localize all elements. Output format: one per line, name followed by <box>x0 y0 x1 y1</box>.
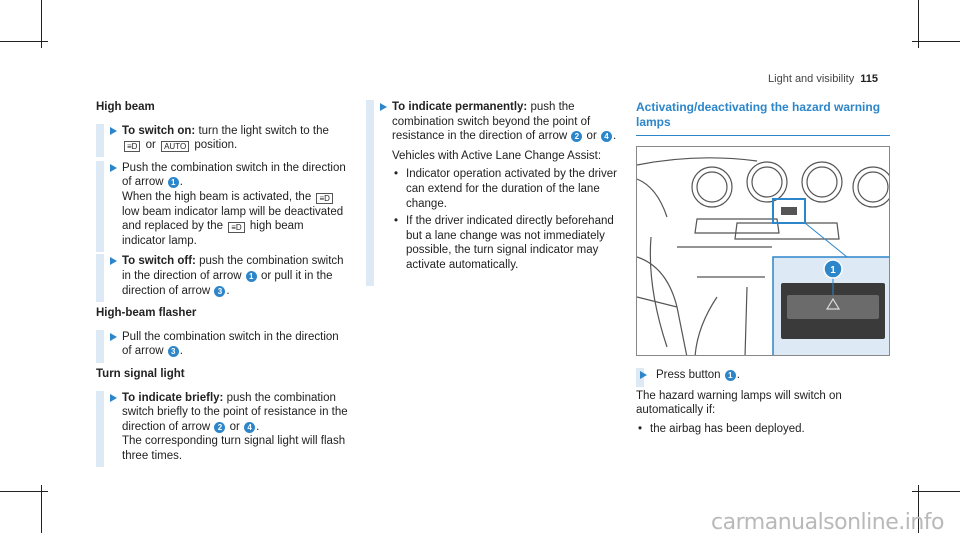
list-item: • If the driver indicated directly beforehand but a lane change was not immediately possible, the turn signal indicator may activate automatically. <box>406 214 622 272</box>
high-beam-icon: ≡D <box>228 222 244 233</box>
step-label: To switch off: <box>122 255 196 268</box>
lane-assist-text: Vehicles with Active Lane Change Assist: <box>392 149 602 162</box>
step-label: To indicate briefly: <box>122 391 224 404</box>
hazard-heading: Activating/deactivating the hazard warning lamps <box>636 100 890 136</box>
crop-mark <box>912 491 960 492</box>
crop-mark <box>41 485 42 533</box>
auto-icon: AUTO <box>161 141 189 152</box>
column-right <box>636 100 890 439</box>
watermark: carmanualsonline.info <box>711 510 944 533</box>
callout-number: 1 <box>246 271 257 282</box>
page-header <box>768 72 878 87</box>
low-beam-icon: ≡D <box>124 141 140 152</box>
hazard-conditions-list <box>636 422 890 437</box>
callout-number: 4 <box>601 131 612 142</box>
low-beam-icon: ≡D <box>316 193 332 204</box>
column-middle <box>366 100 622 288</box>
step-text: The corresponding turn signal light will flash three times. <box>122 435 346 462</box>
step-text: push the combination switch beyond the point of resistance in the direction of arrow <box>392 101 591 143</box>
dashboard-illustration <box>636 146 890 356</box>
step-text: low beam indicator lamp will be deactivated and replaced by the <box>122 205 344 233</box>
dashboard-drawing <box>637 147 890 356</box>
step-arrow-icon <box>110 164 117 172</box>
step-label: To indicate permanently: <box>392 101 528 113</box>
list-item: • the airbag has been deployed. <box>650 422 890 437</box>
crop-mark <box>0 41 48 42</box>
step-text: Press button <box>656 369 721 381</box>
step-switch-off: To switch off: push the combination switch in the direction of arrow 1 or pull it in the direction of arrow 3 . <box>96 254 350 298</box>
flasher-heading: High-beam flasher <box>96 307 197 320</box>
callout-number: 1 <box>830 265 836 276</box>
step-arrow-icon <box>110 127 117 135</box>
step-arrow-icon <box>110 333 117 341</box>
section-title: Light and visibility <box>768 73 855 85</box>
callout-number: 3 <box>168 346 179 357</box>
crop-mark <box>912 41 960 42</box>
callout-number: 4 <box>244 422 255 433</box>
list-item: • Indicator operation activated by the driver can extend for the duration of the lane change. <box>406 167 622 211</box>
step-arrow-icon <box>640 371 647 379</box>
turn-signal-heading: Turn signal light <box>96 367 185 380</box>
step-text: When the high beam is activated, the <box>122 190 312 203</box>
step-text: or <box>586 130 597 143</box>
step-text: position. <box>194 139 238 152</box>
callout-number: 2 <box>214 422 225 433</box>
step-push-high-beam: Push the combination switch in the direction of arrow 1 . When the high beam is activated, the ≡D low beam indicator lamp will be deactivated and replaced by the ≡D high beam indicator lamp. <box>96 161 350 249</box>
step-text: or <box>145 139 156 152</box>
high-beam-heading: High beam <box>96 101 155 113</box>
step-text: turn the light switch to the <box>195 124 329 137</box>
step-text: or pull it in the direction of arrow <box>122 269 333 297</box>
page-number: 115 <box>860 73 878 85</box>
step-text: push the combination switch briefly to the point of resistance in the direction of arrow <box>122 391 348 433</box>
column-left <box>96 100 350 469</box>
step-text: Push the combination switch in the direction of arrow <box>122 161 346 189</box>
callout-number: 3 <box>214 286 225 297</box>
step-press-button: Press button 1 . <box>636 368 890 383</box>
step-arrow-icon <box>110 394 117 402</box>
step-indicate-briefly: To indicate briefly: push the combination switch briefly to the point of resistance in the direction of arrow 2 or 4 . The corresponding turn signal light will flash three times. <box>96 391 350 464</box>
callout-number: 1 <box>725 370 736 381</box>
step-text: push the combination switch in the direction of arrow <box>122 255 344 282</box>
step-flasher: Pull the combination switch in the direction of arrow 3 . <box>96 330 350 359</box>
callout-number: 2 <box>571 131 582 142</box>
callout-number: 1 <box>168 177 179 188</box>
step-text: or <box>229 420 240 433</box>
step-arrow-icon <box>110 257 117 265</box>
step-arrow-icon <box>380 103 387 111</box>
step-label: To switch on: <box>122 124 196 137</box>
lane-assist-list <box>392 167 622 272</box>
step-indicate-permanently: To indicate permanently: push the combination switch beyond the point of resistance in the direction of arrow 2 or 4 . Vehicles with Active Lane Change Assist: • Indicator operation activated by the driver can extend for the duration of the lane change. • If the driver indicated directly beforehand but a lane change was not immediately possible, the turn signal indicator may activate automatically. <box>366 100 622 282</box>
step-switch-on <box>96 124 350 153</box>
hazard-description: The hazard warning lamps will switch on automatically if: <box>636 389 842 417</box>
step-text: Pull the combination switch in the direction of arrow <box>122 330 339 358</box>
crop-mark <box>0 491 48 492</box>
step-text: high beam indicator lamp. <box>122 220 304 247</box>
